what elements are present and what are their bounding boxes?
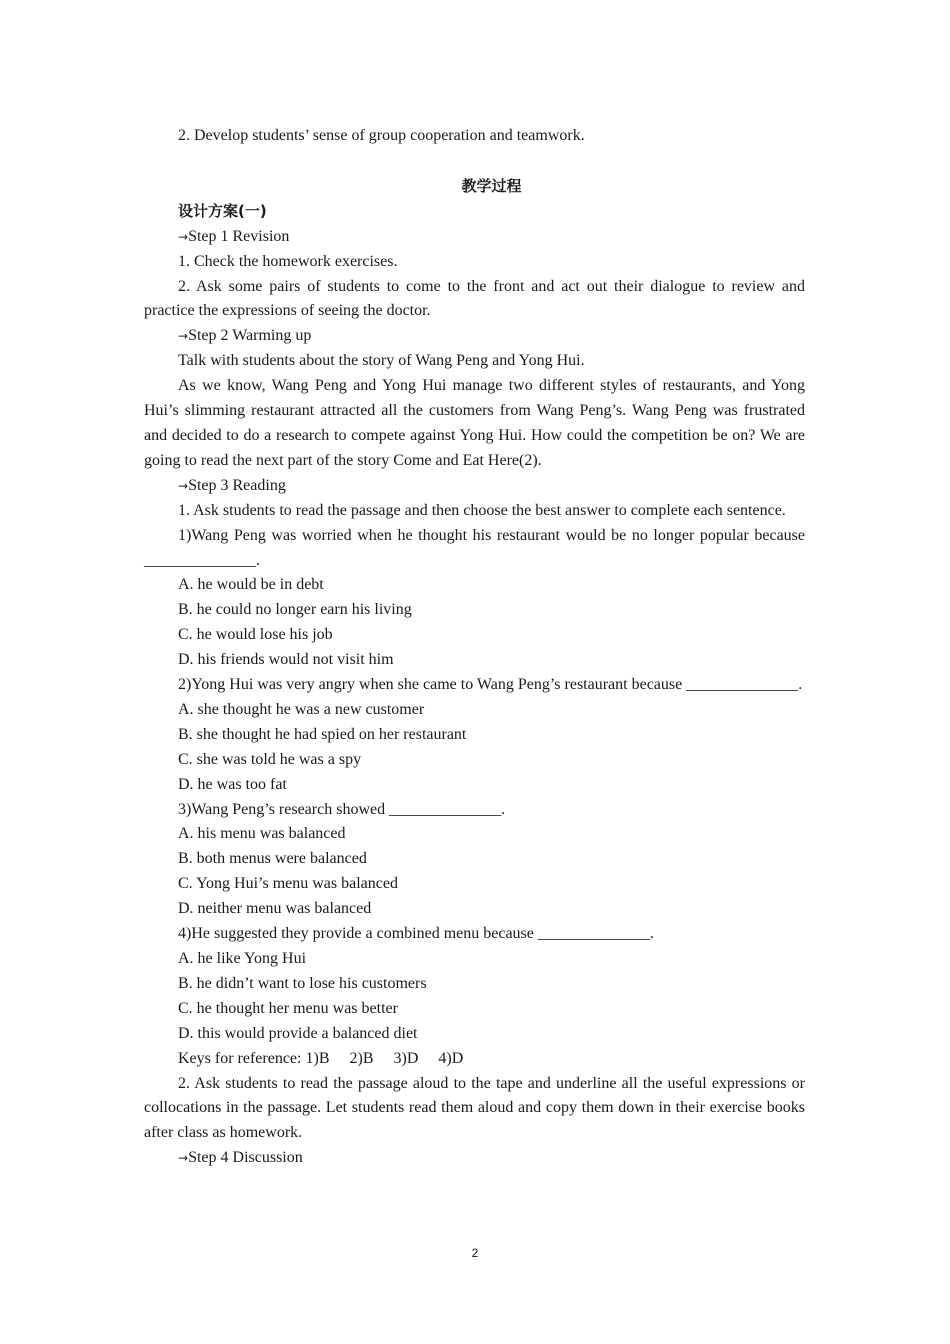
key-2: 2)B — [349, 1049, 374, 1067]
step-1-heading — [144, 225, 805, 250]
key-1: 1)B — [305, 1049, 330, 1067]
question-3-option-d: D. neither menu was balanced — [178, 900, 372, 918]
step-1-title: Step 1 Revision — [188, 227, 290, 245]
answer-keys — [144, 1047, 805, 1072]
step-3-instruction-2: 2. Ask students to read the passage aloud to the tape and underline all the useful expressions or collocations in the passage. Let students read them aloud and copy them down in their exercise books after class as homework. — [144, 1074, 805, 1142]
keys-label: Keys for reference: — [178, 1049, 302, 1067]
question-1-option-d: D. his friends would not visit him — [178, 651, 394, 669]
document-body — [144, 124, 805, 1171]
objective-item-2: 2. Develop students’ sense of group cooperation and teamwork. — [178, 127, 585, 144]
step-3-heading — [144, 474, 805, 499]
plan-title-text: 设计方案(一) — [178, 201, 267, 220]
arrow-icon: → — [178, 329, 189, 344]
arrow-icon: → — [178, 478, 189, 493]
question-3-stem: 3)Wang Peng’s research showed ______________. — [178, 800, 506, 818]
question-2-option-d: D. he was too fat — [178, 775, 287, 793]
question-3-option-a: A. his menu was balanced — [178, 825, 346, 843]
step-4-heading — [144, 1146, 805, 1171]
step-4-title: Step 4 Discussion — [188, 1149, 303, 1167]
question-4-stem: 4)He suggested they provide a combined menu because ______________. — [178, 925, 654, 943]
plan-title — [144, 199, 805, 225]
page-number: 2 — [471, 1246, 479, 1260]
question-4-option-d: D. this would provide a balanced diet — [178, 1024, 418, 1042]
question-3-option-b: B. both menus were balanced — [178, 850, 367, 868]
question-2-option-b: B. she thought he had spied on her restaurant — [178, 725, 467, 743]
question-1-option-a: A. he would be in debt — [178, 576, 324, 594]
arrow-icon: → — [178, 1151, 189, 1166]
question-2-option-a: A. she thought he was a new customer — [178, 700, 425, 718]
question-4-option-b: B. he didn’t want to lose his customers — [178, 974, 427, 992]
question-2-stem: 2)Yong Hui was very angry when she came to Wang Peng’s restaurant because ______________. — [178, 676, 803, 694]
section-title: 教学过程 — [461, 176, 522, 195]
step-2-para-1: Talk with students about the story of Wang Peng and Yong Hui. — [178, 352, 585, 370]
question-4-option-a: A. he like Yong Hui — [178, 950, 307, 967]
step-1-item-2: 2. Ask some pairs of students to come to the front and act out their dialogue to review and practice the expressions of seeing the doctor. — [144, 277, 805, 320]
spacer — [144, 149, 805, 174]
question-2-option-c: C. she was told he was a spy — [178, 750, 362, 768]
step-3-instruction-1: 1. Ask students to read the passage and then choose the best answer to complete each sentence. — [178, 501, 786, 519]
question-4-option-c: C. he thought her menu was better — [178, 999, 398, 1017]
step-1-item-1: 1. Check the homework exercises. — [178, 252, 398, 270]
question-3-option-c: C. Yong Hui’s menu was balanced — [178, 875, 398, 893]
step-2-para-2: As we know, Wang Peng and Yong Hui manage two different styles of restaurants, and Yong Hui’s slimming restaurant attracted all the customers from Wang Peng’s. Wang Peng was frustrated and decided to do a research to compete against Yong Hui. How could the competition be on? We are going to read the next part of the story Come and Eat Here(2). — [144, 377, 805, 469]
question-1-option-b: B. he could no longer earn his living — [178, 601, 412, 619]
step-3-title: Step 3 Reading — [188, 476, 286, 494]
step-2-title: Step 2 Warming up — [188, 327, 312, 345]
question-1-option-c: C. he would lose his job — [178, 626, 333, 644]
key-4: 4)D — [438, 1049, 464, 1067]
key-3: 3)D — [393, 1049, 419, 1067]
arrow-icon: → — [178, 229, 189, 244]
step-2-heading — [144, 324, 805, 349]
question-1-stem: 1)Wang Peng was worried when he thought his restaurant would be no longer popular because ______________. — [144, 526, 805, 569]
